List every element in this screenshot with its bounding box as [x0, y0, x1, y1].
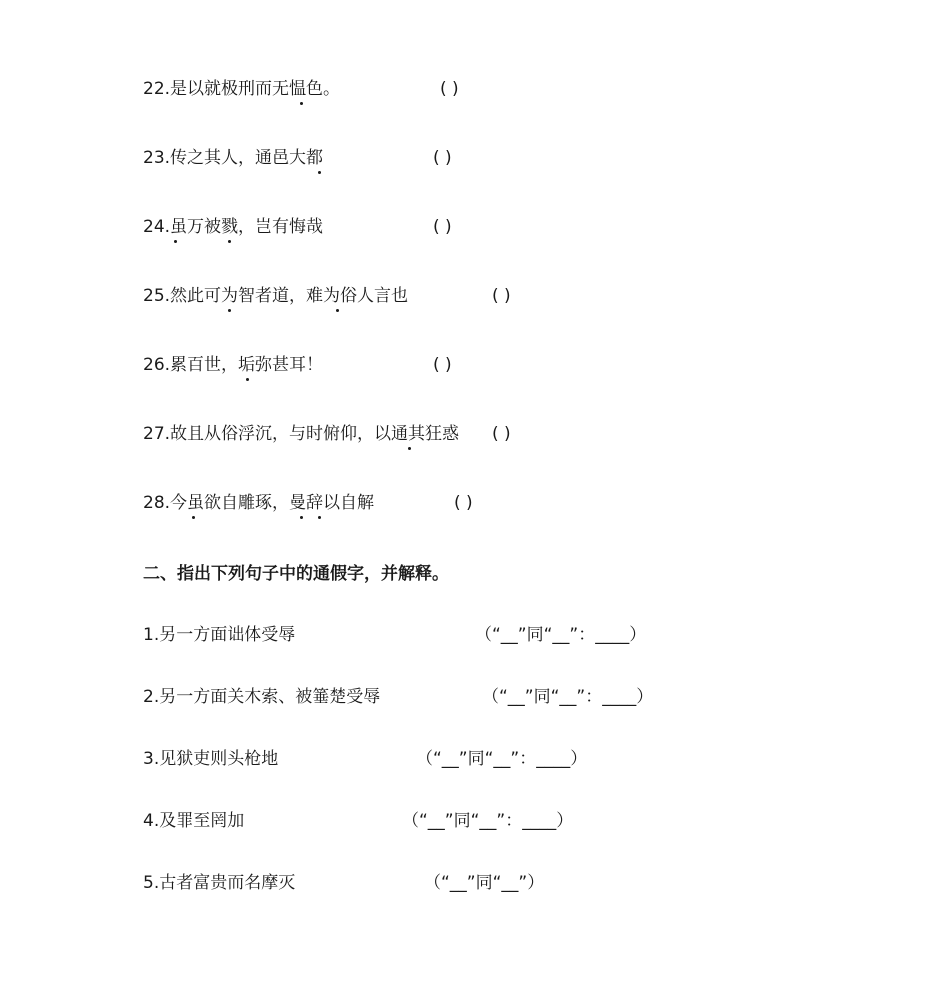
answer-blank[interactable]: ( ) [433, 355, 452, 375]
emphasis-dot [228, 240, 231, 243]
emphasis-dot [300, 516, 303, 519]
answer-blank[interactable]: （“__”同“__”：____） [475, 625, 647, 645]
answer-blank[interactable]: ( ) [454, 493, 473, 513]
answer-blank[interactable]: ( ) [492, 286, 511, 306]
answer-blank[interactable]: （“__”同“__”） [424, 873, 545, 893]
emphasis-dot [408, 447, 411, 450]
sentence-text: 22.是以就极刑而无愠色。 [143, 79, 341, 99]
emphasis-dot [174, 240, 177, 243]
answer-blank[interactable]: （“__”同“__”：____） [402, 811, 574, 831]
answer-blank[interactable]: ( ) [433, 148, 452, 168]
sentence-item [143, 147, 323, 169]
section-heading: 二、指出下列句子中的通假字，并解释。 [143, 564, 449, 584]
sentence-item [143, 354, 323, 376]
sentence-item [143, 624, 295, 646]
sentence-item [143, 872, 295, 894]
emphasis-dot [228, 309, 231, 312]
emphasis-dot [246, 378, 249, 381]
sentence-item [143, 78, 340, 100]
answer-blank[interactable]: ( ) [492, 424, 511, 444]
emphasis-dot [192, 516, 195, 519]
sentence-text: 5.古者富贵而名摩灭 [143, 873, 296, 893]
answer-blank[interactable]: （“__”同“__”：____） [416, 749, 588, 769]
emphasis-dot [300, 102, 303, 105]
emphasis-dot [318, 516, 321, 519]
sentence-item [143, 423, 459, 445]
sentence-item [143, 492, 374, 514]
sentence-text: 4.及罪至罔加 [143, 811, 245, 831]
sentence-text: 1.另一方面诎体受辱 [143, 625, 296, 645]
sentence-text: 28.今虽欲自雕琢，曼辞以自解 [143, 493, 375, 513]
answer-blank[interactable]: （“__”同“__”：____） [482, 687, 654, 707]
sentence-text: 3.见狱吏则头枪地 [143, 749, 279, 769]
sentence-item [143, 285, 408, 307]
sentence-text: 23.传之其人，通邑大都 [143, 148, 324, 168]
sentence-text: 24.虽万被戮，岂有悔哉 [143, 217, 324, 237]
answer-blank[interactable]: ( ) [440, 79, 459, 99]
answer-blank[interactable]: ( ) [433, 217, 452, 237]
sentence-item [143, 748, 278, 770]
sentence-text: 26.累百世，垢弥甚耳！ [143, 355, 324, 375]
sentence-text: 25.然此可为智者道，难为俗人言也 [143, 286, 409, 306]
sentence-text: 27.故且从俗浮沉，与时俯仰，以通其狂惑 [143, 424, 460, 444]
sentence-item [143, 216, 323, 238]
sentence-text: 2.另一方面关木索、被箠楚受辱 [143, 687, 381, 707]
emphasis-dot [336, 309, 339, 312]
emphasis-dot [318, 171, 321, 174]
sentence-item [143, 810, 244, 832]
sentence-item [143, 686, 380, 708]
